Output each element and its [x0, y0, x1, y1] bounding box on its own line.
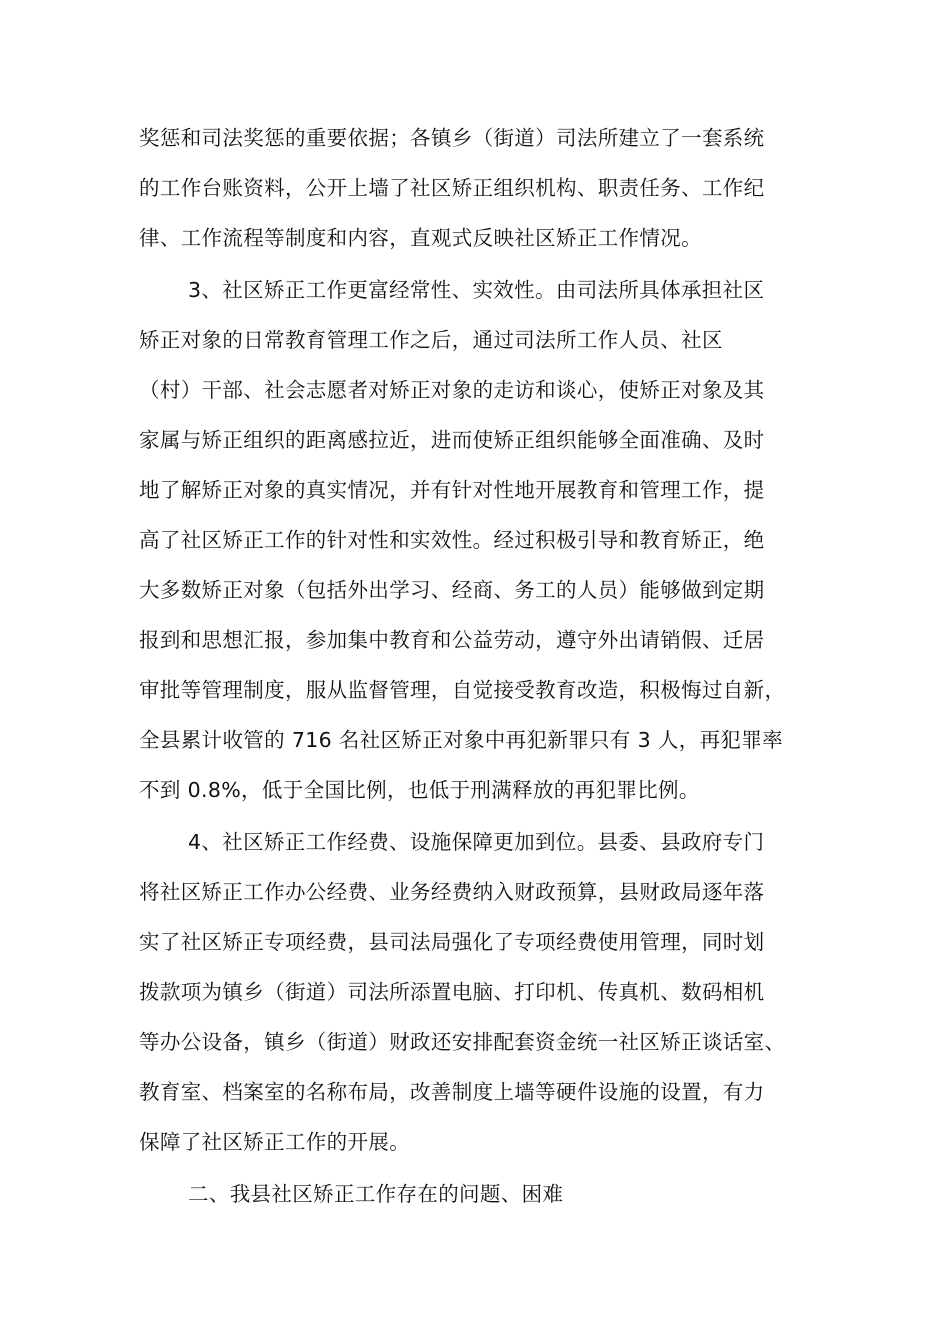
paragraph-line: 大多数矫正对象（包括外出学习、经商、务工的人员）能够做到定期: [139, 578, 765, 602]
paragraph-line: 等办公设备，镇乡（街道）财政还安排配套资金统一社区矫正谈话室、: [139, 1030, 786, 1054]
paragraph-line: 教育室、档案室的名称布局，改善制度上墙等硬件设施的设置，有力: [139, 1080, 765, 1104]
paragraph-line: 报到和思想汇报，参加集中教育和公益劳动，遵守外出请销假、迁居: [139, 628, 765, 652]
paragraph-line: 审批等管理制度，服从监督管理，自觉接受教育改造，积极悔过自新，: [139, 678, 786, 702]
paragraph-line: 不到 0.8%，低于全国比例，也低于刑满释放的再犯罪比例。: [139, 778, 700, 802]
paragraph-line: 将社区矫正工作办公经费、业务经费纳入财政预算，县财政局逐年落: [139, 880, 765, 904]
paragraph-line: 奖惩和司法奖惩的重要依据；各镇乡（街道）司法所建立了一套系统: [139, 126, 765, 150]
section-heading: 二、我县社区矫正工作存在的问题、困难: [188, 1182, 564, 1206]
paragraph-line: 高了社区矫正工作的针对性和实效性。经过积极引导和教育矫正，绝: [139, 528, 765, 552]
paragraph-line: 家属与矫正组织的距离感拉近，进而使矫正组织能够全面准确、及时: [139, 428, 765, 452]
paragraph-line: 实了社区矫正专项经费，县司法局强化了专项经费使用管理，同时划: [139, 930, 765, 954]
paragraph-line: 全县累计收管的 716 名社区矫正对象中再犯新罪只有 3 人，再犯罪率: [139, 728, 783, 752]
paragraph-line: 矫正对象的日常教育管理工作之后，通过司法所工作人员、社区: [139, 328, 723, 352]
paragraph-line: 3、社区矫正工作更富经常性、实效性。由司法所具体承担社区: [188, 278, 765, 302]
paragraph-line: （村）干部、社会志愿者对矫正对象的走访和谈心，使矫正对象及其: [139, 378, 765, 402]
paragraph-line: 地了解矫正对象的真实情况，并有针对性地开展教育和管理工作，提: [139, 478, 765, 502]
paragraph-line: 保障了社区矫正工作的开展。: [139, 1130, 411, 1154]
paragraph-line: 4、社区矫正工作经费、设施保障更加到位。县委、县政府专门: [188, 830, 765, 854]
paragraph-line: 律、工作流程等制度和内容，直观式反映社区矫正工作情况。: [139, 226, 702, 250]
paragraph-line: 拨款项为镇乡（街道）司法所添置电脑、打印机、传真机、数码相机: [139, 980, 765, 1004]
paragraph-line: 的工作台账资料，公开上墙了社区矫正组织机构、职责任务、工作纪: [139, 176, 765, 200]
